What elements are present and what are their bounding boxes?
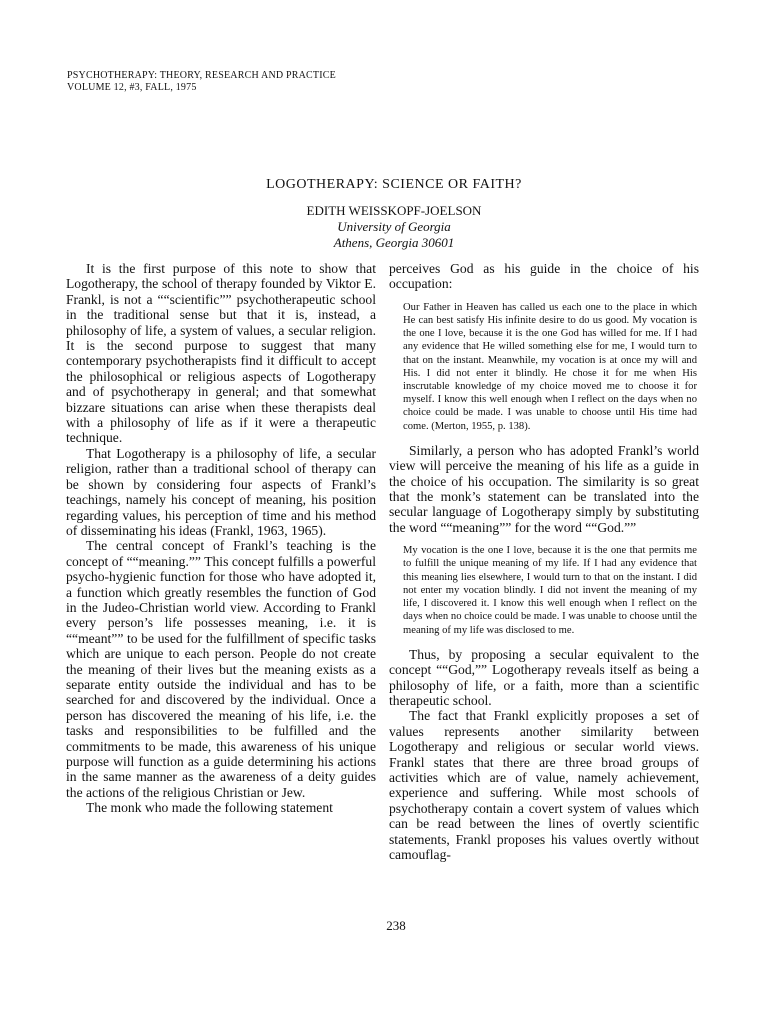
page-number: 238	[386, 918, 406, 933]
paragraph: The fact that Frankl explicitly proposes a set of values represents another similarity between Logotherapy and religious or secular world views. Frankl states that there are three broad groups of activities which are of value, namely achievement, experience and suffering. While most schools of psychotherapy contain a covert system of values which can be read between the lines of overtly scientific statements, Frankl proposes his values overtly without camouflag-	[389, 708, 699, 862]
paragraph: Similarly, a person who has adopted Frankl’s world view will perceive the meaning of his life as a guide in the choice of his occupation. The similarity is so great that the monk’s statement can be translated into the secular language of Logotherapy simply by substituting the word ““meaning”” for the word ““God.””	[389, 442, 699, 535]
journal-header	[67, 70, 336, 94]
article-author: EDITH WEISSKOPF-JOELSON	[306, 203, 482, 218]
quote-text: Our Father in Heaven has called us each one to the place in which He can best satisfy His infinite desire to do us good. My vocation is the one I love, because it is the one God has willed for me. If I had any evidence that He willed something else for me, I would turn to that on the instant. Meanwhile, my vocation is at once my will and His. I did not enter it blindly. He chose it for me when His inscrutable knowledge of my choice moved me to choose it for myself. I know this well enough when I reflect on the days when no choice could be made. I was unable to choose until His time had come. (Merton, 1955, p. 138).	[403, 301, 697, 432]
block-quote	[403, 301, 697, 433]
journal-volume: VOLUME 12, #3, FALL, 1975	[67, 82, 197, 93]
right-column	[389, 261, 699, 862]
author-university: University of Georgia	[337, 219, 451, 234]
paragraph: The central concept of Frankl’s teaching is the concept of ““meaning.”” This concept fulfills a powerful psycho-hygienic function for those who have adopted it, a function which greatly resembles the function of God in the Judeo-Christian world view. According to Frankl every person’s life possesses meaning, i.e. it is ““meant”” to be used for the fulfillment of specific tasks which are unique to each person. People do not create the meaning of their lives but the meaning exists as a separate entity outside the individual and has to be searched for and discovered by the individual. Once a person has discovered the meaning of his life, i.e. the tasks and responsibilities to be fulfilled and the commitments to be made, this awareness of his unique purpose will function as a guide determining his actions in the same manner as the awareness of a deity guides the actions of the religious Christian or Jew.	[66, 538, 376, 800]
author-location: Athens, Georgia 30601	[333, 235, 455, 250]
journal-title: PSYCHOTHERAPY: THEORY, RESEARCH AND PRACTICE	[67, 70, 336, 81]
paragraph: That Logotherapy is a philosophy of life, a secular religion, rather than a traditional school of therapy can be shown by considering four aspects of Frankl’s teachings, namely his concept of meaning, his position regarding values, his perception of time and his method of disseminating his ideas (Frankl, 1963, 1965).	[66, 445, 376, 538]
paragraph: It is the first purpose of this note to show that Logotherapy, the school of therapy founded by Viktor E. Frankl, is not a ““scientific”” psychotherapeutic school in the traditional sense but that it is, instead, a philosophy of life, a system of values, a secular religion. It is the second purpose to suggest that many contemporary psychotherapists find it difficult to accept the philosophical or religious aspects of Logotherapy and of psychotherapy in general; and that somewhat bizzare situations can arise when these therapists deal with a philosophy of life as if it were a therapeutic technique.	[66, 261, 376, 446]
article-title-block	[0, 176, 768, 251]
paragraph: perceives God as his guide in the choice of his occupation:	[389, 261, 699, 292]
left-column	[66, 261, 376, 816]
paragraph: The monk who made the following statement	[86, 800, 333, 816]
article-title: LOGOTHERAPY: SCIENCE OR FAITH?	[266, 177, 522, 192]
quote-text: My vocation is the one I love, because it is the one that permits me to fulfill the unique meaning of my life. If I had any evidence that this meaning lies elsewhere, I would turn to that on the instant. I did not enter my vocation blindly. I did not invent the meaning of my life, I discovered it. I know this well enough when I reflect on the days when no choice could be made. I was unable to choose until the meaning of my life was disclosed to me.	[403, 545, 697, 636]
block-quote	[403, 544, 697, 636]
paragraph: Thus, by proposing a secular equivalent to the concept ““God,”” Logotherapy reveals itself as being a philosophy of life, or a faith, more than a scientific therapeutic school.	[389, 646, 699, 708]
